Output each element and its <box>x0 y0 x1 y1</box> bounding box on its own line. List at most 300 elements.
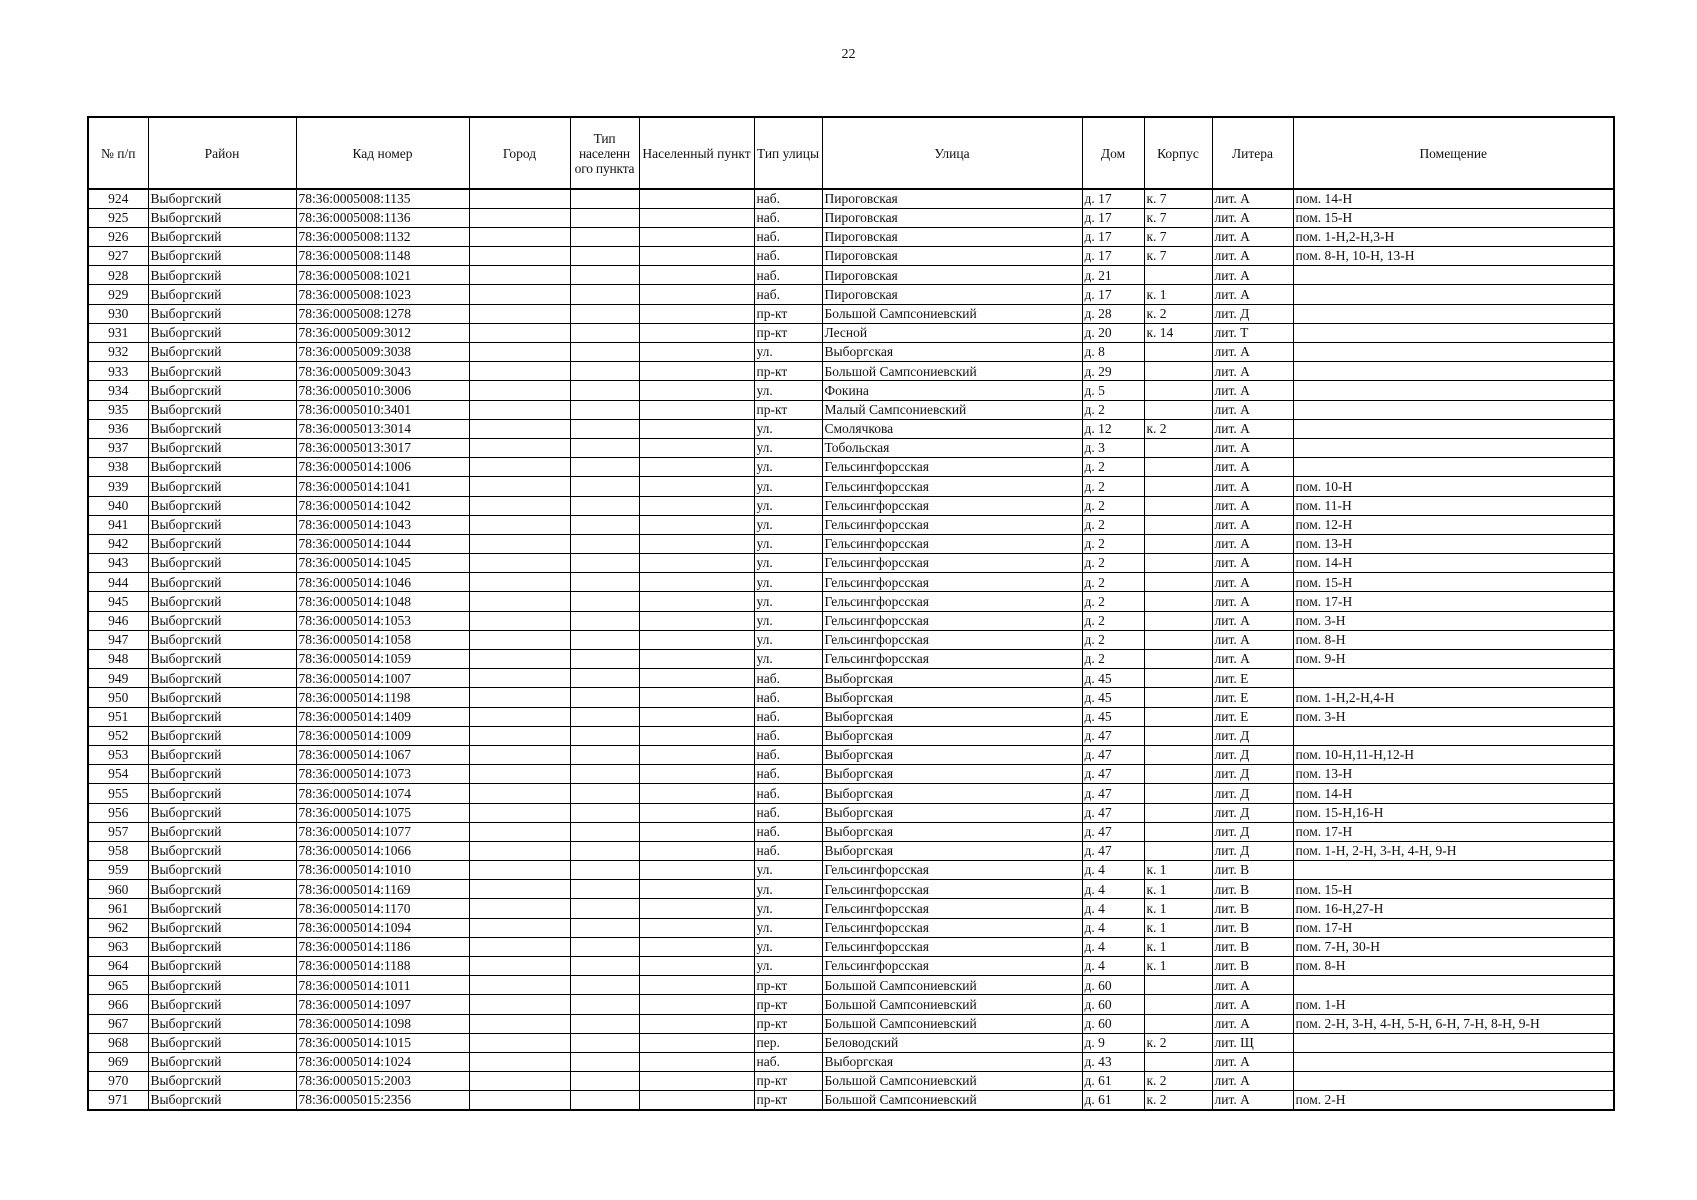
cell-street: Гельсингфорсская <box>822 957 1082 976</box>
cell-house: д. 47 <box>1082 765 1144 784</box>
cell-city <box>469 227 570 246</box>
cell-street: Гельсингфорсская <box>822 630 1082 649</box>
cell-city <box>469 189 570 208</box>
cell-settlement-type <box>570 841 639 860</box>
cell-house: д. 3 <box>1082 438 1144 457</box>
table-row <box>88 208 1614 227</box>
cell-district: Выборгский <box>148 745 296 764</box>
cell-settlement <box>639 227 754 246</box>
cell-cadastral-number: 78:36:0005014:1048 <box>296 592 469 611</box>
cell-letter: лит. А <box>1212 554 1293 573</box>
cell-street-type: ул. <box>754 630 822 649</box>
table-row <box>88 458 1614 477</box>
cell-building <box>1144 841 1212 860</box>
cell-premises: пом. 16-Н,27-Н <box>1293 899 1614 918</box>
cell-premises <box>1293 419 1614 438</box>
cell-settlement <box>639 784 754 803</box>
cell-premises <box>1293 323 1614 342</box>
cell-row-number: 929 <box>88 285 148 304</box>
cell-letter: лит. А <box>1212 573 1293 592</box>
cell-letter: лит. В <box>1212 861 1293 880</box>
cell-row-number: 931 <box>88 323 148 342</box>
cell-row-number: 948 <box>88 650 148 669</box>
cell-letter: лит. А <box>1212 419 1293 438</box>
cell-city <box>469 304 570 323</box>
cell-building <box>1144 976 1212 995</box>
cell-district: Выборгский <box>148 937 296 956</box>
header-cell-building: Корпус <box>1144 117 1212 189</box>
cell-building: к. 2 <box>1144 304 1212 323</box>
cell-settlement-type <box>570 918 639 937</box>
cell-premises: пом. 7-Н, 30-Н <box>1293 937 1614 956</box>
cell-street-type: наб. <box>754 726 822 745</box>
table-row <box>88 323 1614 342</box>
cell-premises <box>1293 400 1614 419</box>
table-row <box>88 1052 1614 1071</box>
cell-city <box>469 957 570 976</box>
cell-cadastral-number: 78:36:0005014:1198 <box>296 688 469 707</box>
table-row <box>88 745 1614 764</box>
cell-row-number: 970 <box>88 1072 148 1091</box>
cell-building <box>1144 438 1212 457</box>
cell-street-type: наб. <box>754 208 822 227</box>
cell-row-number: 936 <box>88 419 148 438</box>
table-row <box>88 1091 1614 1110</box>
cell-house: д. 61 <box>1082 1072 1144 1091</box>
cell-house: д. 2 <box>1082 458 1144 477</box>
table-row <box>88 285 1614 304</box>
cell-row-number: 952 <box>88 726 148 745</box>
cell-district: Выборгский <box>148 285 296 304</box>
cell-street: Выборгская <box>822 1052 1082 1071</box>
cell-city <box>469 669 570 688</box>
table-row <box>88 266 1614 285</box>
cell-cadastral-number: 78:36:0005014:1053 <box>296 611 469 630</box>
header-cell-city: Город <box>469 117 570 189</box>
cell-letter: лит. Д <box>1212 784 1293 803</box>
cell-house: д. 9 <box>1082 1033 1144 1052</box>
cell-district: Выборгский <box>148 803 296 822</box>
table-row <box>88 995 1614 1014</box>
cell-settlement <box>639 726 754 745</box>
cell-cadastral-number: 78:36:0005008:1148 <box>296 247 469 266</box>
cell-street-type: ул. <box>754 458 822 477</box>
cell-settlement <box>639 630 754 649</box>
cell-row-number: 961 <box>88 899 148 918</box>
cell-street: Гельсингфорсская <box>822 496 1082 515</box>
cell-district: Выборгский <box>148 438 296 457</box>
cell-house: д. 21 <box>1082 266 1144 285</box>
cell-house: д. 43 <box>1082 1052 1144 1071</box>
cell-street-type: наб. <box>754 707 822 726</box>
cell-city <box>469 650 570 669</box>
cell-cadastral-number: 78:36:0005008:1021 <box>296 266 469 285</box>
table-row <box>88 611 1614 630</box>
cell-house: д. 61 <box>1082 1091 1144 1110</box>
cell-house: д. 60 <box>1082 995 1144 1014</box>
cell-district: Выборгский <box>148 554 296 573</box>
cell-building: к. 1 <box>1144 880 1212 899</box>
table-row <box>88 400 1614 419</box>
cell-settlement-type <box>570 323 639 342</box>
cell-letter: лит. В <box>1212 937 1293 956</box>
cell-settlement <box>639 1052 754 1071</box>
cell-street-type: пр-кт <box>754 976 822 995</box>
cell-house: д. 4 <box>1082 918 1144 937</box>
cell-street-type: ул. <box>754 438 822 457</box>
cell-premises <box>1293 381 1614 400</box>
cell-street-type: ул. <box>754 918 822 937</box>
cell-street-type: ул. <box>754 861 822 880</box>
cell-cadastral-number: 78:36:0005014:1046 <box>296 573 469 592</box>
cell-settlement <box>639 477 754 496</box>
cell-cadastral-number: 78:36:0005014:1409 <box>296 707 469 726</box>
cell-street-type: наб. <box>754 1052 822 1071</box>
cell-premises: пом. 13-Н <box>1293 534 1614 553</box>
cell-row-number: 927 <box>88 247 148 266</box>
cell-street-type: наб. <box>754 669 822 688</box>
cell-street-type: ул. <box>754 515 822 534</box>
cell-city <box>469 995 570 1014</box>
cell-house: д. 4 <box>1082 957 1144 976</box>
cell-premises: пом. 1-Н,2-Н,4-Н <box>1293 688 1614 707</box>
cell-letter: лит. А <box>1212 362 1293 381</box>
cell-row-number: 937 <box>88 438 148 457</box>
cell-settlement <box>639 573 754 592</box>
cell-building: к. 7 <box>1144 227 1212 246</box>
cell-street-type: пр-кт <box>754 1091 822 1110</box>
cell-house: д. 2 <box>1082 515 1144 534</box>
cell-district: Выборгский <box>148 592 296 611</box>
cell-building <box>1144 784 1212 803</box>
cell-house: д. 20 <box>1082 323 1144 342</box>
cell-district: Выборгский <box>148 841 296 860</box>
cell-building <box>1144 592 1212 611</box>
cell-district: Выборгский <box>148 822 296 841</box>
header-cell-row-number: № п/п <box>88 117 148 189</box>
cell-cadastral-number: 78:36:0005014:1011 <box>296 976 469 995</box>
cell-settlement <box>639 745 754 764</box>
cell-row-number: 941 <box>88 515 148 534</box>
cell-settlement <box>639 803 754 822</box>
cell-street: Большой Сампсониевский <box>822 1091 1082 1110</box>
cell-settlement <box>639 611 754 630</box>
header-cell-cadastral-number: Кад номер <box>296 117 469 189</box>
cell-cadastral-number: 78:36:0005014:1044 <box>296 534 469 553</box>
cell-building: к. 2 <box>1144 1091 1212 1110</box>
cell-premises: пом. 14-Н <box>1293 189 1614 208</box>
cell-city <box>469 918 570 937</box>
header-row <box>88 117 1614 189</box>
cell-city <box>469 477 570 496</box>
cell-row-number: 933 <box>88 362 148 381</box>
cell-settlement <box>639 650 754 669</box>
cell-settlement-type <box>570 726 639 745</box>
cell-cadastral-number: 78:36:0005010:3401 <box>296 400 469 419</box>
cell-city <box>469 611 570 630</box>
cell-letter: лит. А <box>1212 266 1293 285</box>
cell-house: д. 17 <box>1082 227 1144 246</box>
cell-settlement-type <box>570 1052 639 1071</box>
cell-letter: лит. В <box>1212 880 1293 899</box>
cell-district: Выборгский <box>148 880 296 899</box>
cell-cadastral-number: 78:36:0005014:1006 <box>296 458 469 477</box>
cell-premises: пом. 2-Н <box>1293 1091 1614 1110</box>
cell-building: к. 1 <box>1144 957 1212 976</box>
table-body <box>88 189 1614 1110</box>
cell-row-number: 955 <box>88 784 148 803</box>
table-row <box>88 189 1614 208</box>
cell-settlement <box>639 841 754 860</box>
cell-street-type: наб. <box>754 247 822 266</box>
cell-city <box>469 880 570 899</box>
cell-city <box>469 745 570 764</box>
cell-letter: лит. Д <box>1212 304 1293 323</box>
cell-cadastral-number: 78:36:0005014:1186 <box>296 937 469 956</box>
cell-settlement <box>639 362 754 381</box>
cell-street: Большой Сампсониевский <box>822 1014 1082 1033</box>
cell-settlement <box>639 554 754 573</box>
cell-street: Выборгская <box>822 688 1082 707</box>
cell-settlement-type <box>570 515 639 534</box>
cell-street-type: ул. <box>754 496 822 515</box>
cell-street: Выборгская <box>822 822 1082 841</box>
header-cell-letter: Литера <box>1212 117 1293 189</box>
cell-settlement <box>639 957 754 976</box>
cell-district: Выборгский <box>148 247 296 266</box>
cell-district: Выборгский <box>148 227 296 246</box>
cell-row-number: 958 <box>88 841 148 860</box>
cell-premises: пом. 15-Н <box>1293 880 1614 899</box>
cell-district: Выборгский <box>148 995 296 1014</box>
cell-district: Выборгский <box>148 861 296 880</box>
cell-street: Выборгская <box>822 707 1082 726</box>
cell-settlement-type <box>570 707 639 726</box>
cell-premises: пом. 11-Н <box>1293 496 1614 515</box>
cell-city <box>469 534 570 553</box>
property-registry-table <box>87 116 1615 1111</box>
cell-premises <box>1293 362 1614 381</box>
cell-settlement <box>639 189 754 208</box>
table-row <box>88 822 1614 841</box>
cell-letter: лит. А <box>1212 534 1293 553</box>
cell-district: Выборгский <box>148 669 296 688</box>
cell-district: Выборгский <box>148 899 296 918</box>
cell-settlement-type <box>570 957 639 976</box>
cell-building <box>1144 822 1212 841</box>
cell-letter: лит. В <box>1212 899 1293 918</box>
cell-row-number: 967 <box>88 1014 148 1033</box>
cell-settlement-type <box>570 381 639 400</box>
cell-street-type: ул. <box>754 957 822 976</box>
cell-street-type: ул. <box>754 534 822 553</box>
cell-cadastral-number: 78:36:0005014:1059 <box>296 650 469 669</box>
cell-street-type: наб. <box>754 745 822 764</box>
cell-city <box>469 1072 570 1091</box>
cell-house: д. 2 <box>1082 611 1144 630</box>
cell-cadastral-number: 78:36:0005014:1015 <box>296 1033 469 1052</box>
cell-building <box>1144 803 1212 822</box>
cell-settlement <box>639 765 754 784</box>
cell-district: Выборгский <box>148 208 296 227</box>
cell-city <box>469 247 570 266</box>
cell-house: д. 2 <box>1082 650 1144 669</box>
cell-house: д. 4 <box>1082 937 1144 956</box>
cell-premises: пом. 17-Н <box>1293 822 1614 841</box>
cell-district: Выборгский <box>148 266 296 285</box>
cell-street-type: пр-кт <box>754 1014 822 1033</box>
cell-building <box>1144 266 1212 285</box>
cell-street: Пироговская <box>822 266 1082 285</box>
cell-cadastral-number: 78:36:0005015:2003 <box>296 1072 469 1091</box>
cell-city <box>469 976 570 995</box>
cell-street-type: пр-кт <box>754 400 822 419</box>
cell-letter: лит. Е <box>1212 707 1293 726</box>
cell-city <box>469 362 570 381</box>
cell-settlement-type <box>570 976 639 995</box>
cell-row-number: 943 <box>88 554 148 573</box>
cell-building: к. 2 <box>1144 419 1212 438</box>
cell-district: Выборгский <box>148 419 296 438</box>
table-row <box>88 669 1614 688</box>
cell-street: Большой Сампсониевский <box>822 995 1082 1014</box>
cell-row-number: 963 <box>88 937 148 956</box>
cell-premises <box>1293 266 1614 285</box>
cell-letter: лит. А <box>1212 496 1293 515</box>
cell-district: Выборгский <box>148 611 296 630</box>
cell-house: д. 60 <box>1082 976 1144 995</box>
cell-cadastral-number: 78:36:0005014:1075 <box>296 803 469 822</box>
cell-premises: пом. 17-Н <box>1293 592 1614 611</box>
cell-cadastral-number: 78:36:0005014:1045 <box>296 554 469 573</box>
cell-street: Гельсингфорсская <box>822 899 1082 918</box>
cell-premises <box>1293 1033 1614 1052</box>
cell-street: Пироговская <box>822 189 1082 208</box>
cell-premises <box>1293 1072 1614 1091</box>
cell-settlement-type <box>570 669 639 688</box>
cell-premises: пом. 1-Н, 2-Н, 3-Н, 4-Н, 9-Н <box>1293 841 1614 860</box>
cell-street: Гельсингфорсская <box>822 458 1082 477</box>
table-row <box>88 381 1614 400</box>
cell-city <box>469 323 570 342</box>
cell-premises <box>1293 285 1614 304</box>
cell-settlement-type <box>570 496 639 515</box>
table-row <box>88 247 1614 266</box>
cell-building: к. 7 <box>1144 208 1212 227</box>
cell-settlement <box>639 496 754 515</box>
cell-letter: лит. А <box>1212 227 1293 246</box>
cell-letter: лит. Е <box>1212 669 1293 688</box>
cell-settlement <box>639 880 754 899</box>
cell-row-number: 957 <box>88 822 148 841</box>
cell-house: д. 28 <box>1082 304 1144 323</box>
cell-building: к. 7 <box>1144 189 1212 208</box>
cell-district: Выборгский <box>148 784 296 803</box>
cell-premises: пом. 17-Н <box>1293 918 1614 937</box>
cell-row-number: 935 <box>88 400 148 419</box>
table-row <box>88 592 1614 611</box>
table-row <box>88 861 1614 880</box>
cell-house: д. 2 <box>1082 400 1144 419</box>
table-row <box>88 765 1614 784</box>
cell-house: д. 45 <box>1082 688 1144 707</box>
cell-street: Большой Сампсониевский <box>822 304 1082 323</box>
cell-district: Выборгский <box>148 477 296 496</box>
cell-settlement <box>639 323 754 342</box>
cell-cadastral-number: 78:36:0005014:1094 <box>296 918 469 937</box>
cell-settlement-type <box>570 477 639 496</box>
cell-house: д. 2 <box>1082 534 1144 553</box>
cell-letter: лит. А <box>1212 285 1293 304</box>
table-row <box>88 650 1614 669</box>
cell-house: д. 2 <box>1082 630 1144 649</box>
cell-street: Гельсингфорсская <box>822 650 1082 669</box>
cell-settlement <box>639 419 754 438</box>
cell-row-number: 949 <box>88 669 148 688</box>
cell-district: Выборгский <box>148 650 296 669</box>
cell-letter: лит. Щ <box>1212 1033 1293 1052</box>
cell-row-number: 942 <box>88 534 148 553</box>
cell-settlement-type <box>570 995 639 1014</box>
cell-letter: лит. А <box>1212 381 1293 400</box>
table-row <box>88 957 1614 976</box>
cell-district: Выборгский <box>148 515 296 534</box>
cell-letter: лит. А <box>1212 1091 1293 1110</box>
cell-street-type: наб. <box>754 784 822 803</box>
cell-letter: лит. Д <box>1212 841 1293 860</box>
cell-building <box>1144 573 1212 592</box>
cell-city <box>469 1091 570 1110</box>
cell-premises: пом. 8-Н, 10-Н, 13-Н <box>1293 247 1614 266</box>
cell-letter: лит. А <box>1212 1052 1293 1071</box>
cell-house: д. 4 <box>1082 899 1144 918</box>
cell-street: Выборгская <box>822 784 1082 803</box>
cell-premises: пом. 15-Н,16-Н <box>1293 803 1614 822</box>
table-row <box>88 1072 1614 1091</box>
table-row <box>88 419 1614 438</box>
cell-settlement <box>639 1014 754 1033</box>
cell-row-number: 932 <box>88 343 148 362</box>
cell-settlement-type <box>570 899 639 918</box>
cell-settlement <box>639 381 754 400</box>
cell-settlement-type <box>570 745 639 764</box>
cell-street-type: ул. <box>754 880 822 899</box>
cell-settlement <box>639 688 754 707</box>
cell-premises: пом. 3-Н <box>1293 611 1614 630</box>
table-row <box>88 477 1614 496</box>
cell-city <box>469 266 570 285</box>
cell-house: д. 47 <box>1082 841 1144 860</box>
cell-district: Выборгский <box>148 918 296 937</box>
header-cell-district: Район <box>148 117 296 189</box>
cell-settlement <box>639 1033 754 1052</box>
cell-cadastral-number: 78:36:0005009:3043 <box>296 362 469 381</box>
cell-premises <box>1293 304 1614 323</box>
cell-row-number: 962 <box>88 918 148 937</box>
cell-street-type: пр-кт <box>754 362 822 381</box>
cell-city <box>469 765 570 784</box>
cell-letter: лит. А <box>1212 611 1293 630</box>
cell-premises <box>1293 343 1614 362</box>
header-cell-house: Дом <box>1082 117 1144 189</box>
cell-row-number: 954 <box>88 765 148 784</box>
cell-street: Беловодский <box>822 1033 1082 1052</box>
cell-district: Выборгский <box>148 630 296 649</box>
cell-street-type: ул. <box>754 477 822 496</box>
cell-settlement-type <box>570 592 639 611</box>
cell-street: Большой Сампсониевский <box>822 976 1082 995</box>
cell-letter: лит. А <box>1212 995 1293 1014</box>
